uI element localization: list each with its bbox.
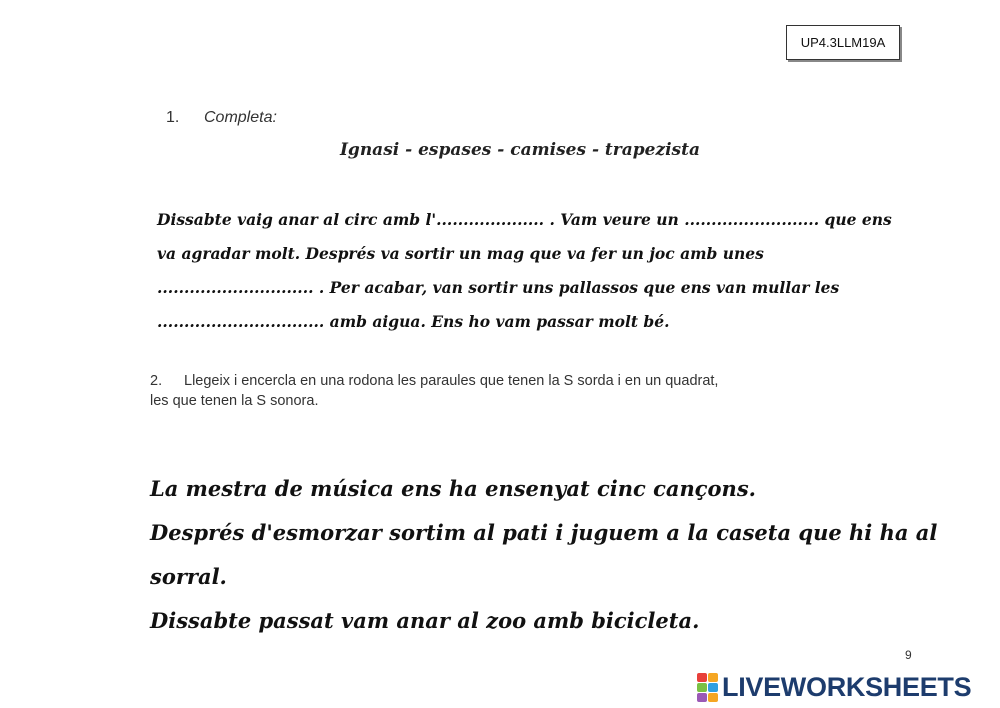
exercise-1-instruction: Completa: [204,109,277,126]
sentence-line: sorral. [150,564,227,589]
brand-name: LIVEWORKSHEETS [722,672,972,702]
sentence-line: Després d'esmorzar sortim al pati i juguem a la caseta que hi ha al [150,520,938,545]
word-bank: Ignasi - espases - camises - trapezista [339,140,700,160]
exercise-1-paragraph [157,206,892,342]
page-number: 9 [905,648,912,662]
paragraph-line: ............................... amb aigua. Ens ho vam passar molt bé. [157,312,670,331]
exercise-2-sentences [150,470,938,646]
paragraph-line: Dissabte vaig anar al circ amb l'.................... . Vam veure un ......................... que ens [157,210,892,229]
liveworksheets-brand[interactable] [697,672,971,703]
exercise-2-text-line-1: Llegeix i encercla en una rodona les paraules que tenen la S sorda i en un quadrat, [184,373,719,389]
sentence-line: La mestra de música ens ha ensenyat cinc cançons. [150,476,756,501]
sentence-line: Dissabte passat vam anar al zoo amb bicicleta. [150,608,700,633]
paragraph-line: va agradar molt. Després va sortir un mag que va fer un joc amb unes [157,244,764,263]
exercise-2-text-line-2: les que tenen la S sonora. [150,393,319,409]
paragraph-line: ............................. . Per acabar, van sortir uns pallassos que ens van mullar les [157,278,840,297]
liveworksheets-logo-icon [697,673,718,702]
exercise-1-number: 1. [166,109,180,126]
exercise-2-instruction [150,371,850,411]
exercise-2-number: 2. [150,373,163,389]
worksheet-code: UP4.3LLM19A [786,25,900,60]
exercise-1-heading [166,109,277,127]
